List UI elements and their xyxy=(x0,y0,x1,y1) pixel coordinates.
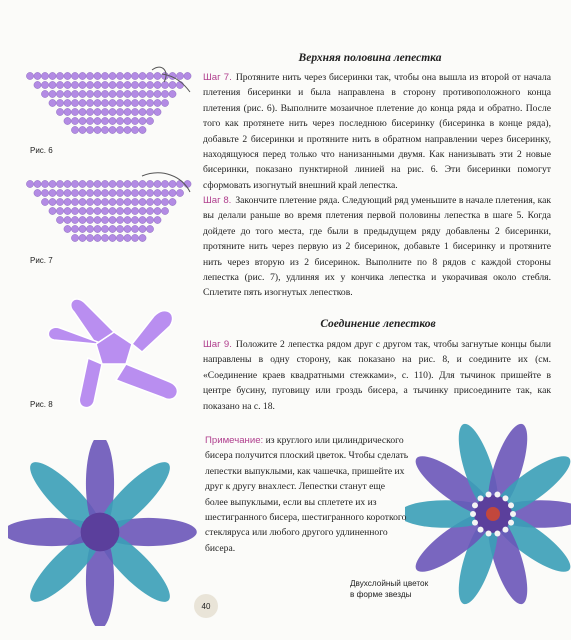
bead xyxy=(176,189,183,196)
bead xyxy=(146,180,153,187)
section-heading-joining: Соединение лепестков xyxy=(320,318,436,330)
bead xyxy=(101,234,108,241)
bead xyxy=(154,180,161,187)
bead xyxy=(146,81,153,88)
bead xyxy=(34,189,41,196)
bead xyxy=(86,225,93,232)
bead xyxy=(64,207,71,214)
bead xyxy=(109,180,116,187)
bead xyxy=(116,180,123,187)
bead xyxy=(131,72,138,79)
bead xyxy=(56,198,63,205)
bead xyxy=(131,198,138,205)
bead xyxy=(79,216,86,223)
bead xyxy=(79,198,86,205)
bead xyxy=(154,189,161,196)
bead xyxy=(109,198,116,205)
bead xyxy=(154,90,161,97)
bead xyxy=(109,189,116,196)
star-petal-diagram-fig8 xyxy=(44,292,194,412)
bead xyxy=(94,90,101,97)
bead xyxy=(124,234,131,241)
bead xyxy=(101,189,108,196)
bead xyxy=(109,81,116,88)
bead xyxy=(94,198,101,205)
pearl-bead xyxy=(478,495,484,501)
pearl-bead xyxy=(494,530,500,536)
section-heading-top-half: Верхняя половина лепестка xyxy=(298,52,442,64)
note-label: Примечание: xyxy=(205,435,264,446)
pearl-bead xyxy=(508,520,514,526)
bead xyxy=(64,189,71,196)
pearl-bead xyxy=(494,492,500,498)
pearl-bead xyxy=(486,530,492,536)
bead xyxy=(154,72,161,79)
bead xyxy=(109,90,116,97)
bead xyxy=(101,207,108,214)
bead xyxy=(79,126,86,133)
bead xyxy=(86,126,93,133)
bead xyxy=(139,117,146,124)
step-9-label: Шаг 9. xyxy=(203,339,232,350)
bead xyxy=(49,198,56,205)
note-paragraph xyxy=(205,433,410,556)
bead xyxy=(56,216,63,223)
bead xyxy=(49,72,56,79)
bead xyxy=(131,108,138,115)
bead xyxy=(116,108,123,115)
bead xyxy=(116,207,123,214)
step-9-paragraph xyxy=(203,337,551,414)
bead xyxy=(131,207,138,214)
bead xyxy=(169,198,176,205)
bead xyxy=(71,225,78,232)
bead xyxy=(86,207,93,214)
bead xyxy=(56,72,63,79)
bead xyxy=(116,117,123,124)
bead xyxy=(169,81,176,88)
bead xyxy=(124,126,131,133)
bead xyxy=(116,81,123,88)
bead xyxy=(86,99,93,106)
bead xyxy=(109,117,116,124)
bead xyxy=(154,216,161,223)
step-8-label: Шаг 8. xyxy=(203,195,232,206)
bead xyxy=(79,234,86,241)
bead xyxy=(94,108,101,115)
bead xyxy=(79,72,86,79)
bead xyxy=(109,225,116,232)
bead xyxy=(49,189,56,196)
bead xyxy=(101,198,108,205)
pearl-bead xyxy=(478,527,484,533)
bead xyxy=(139,72,146,79)
bead xyxy=(34,81,41,88)
bead xyxy=(109,126,116,133)
bead xyxy=(64,216,71,223)
bead xyxy=(94,234,101,241)
bead xyxy=(101,126,108,133)
bead xyxy=(161,99,168,106)
bead xyxy=(56,81,63,88)
bead xyxy=(154,108,161,115)
bead xyxy=(109,108,116,115)
bead xyxy=(139,207,146,214)
pearl-bead xyxy=(510,511,516,517)
bead xyxy=(71,189,78,196)
bead xyxy=(71,234,78,241)
bead xyxy=(71,72,78,79)
bead xyxy=(71,90,78,97)
bead xyxy=(71,99,78,106)
bead xyxy=(139,216,146,223)
bead xyxy=(109,99,116,106)
bead xyxy=(49,90,56,97)
bead xyxy=(139,99,146,106)
bead xyxy=(146,99,153,106)
bead xyxy=(94,216,101,223)
bead xyxy=(154,198,161,205)
bead xyxy=(94,117,101,124)
bead xyxy=(139,189,146,196)
bead xyxy=(161,72,168,79)
step-8-text: Закончите плетение ряда. Следующий ряд уменьшите в начале плетения, как вы делали раньше во время плетения первой половины лепестка в шаге 5. Когда дойдете до того места, где были в предыдущем ряду добавлены 2 бисеринки, протяните нить через первую из 2 бисеринок, добавьте 1 бисеринку и протяните нить через вторую из 2 бисеринок. Выполните по 8 рядов с каждой стороны лепестка (рис. 7), удлиняя их у кончика лепестка и укорачивая около стебля. Сплетите пять изогнутых лепестков. xyxy=(203,195,552,299)
bead xyxy=(49,180,56,187)
bead xyxy=(56,180,63,187)
bead xyxy=(176,72,183,79)
bead xyxy=(154,99,161,106)
bead xyxy=(101,216,108,223)
bead xyxy=(71,126,78,133)
bead xyxy=(101,99,108,106)
pearl-bead xyxy=(472,502,478,508)
bead xyxy=(131,225,138,232)
bead xyxy=(124,90,131,97)
bead xyxy=(131,189,138,196)
bead xyxy=(64,117,71,124)
bead xyxy=(86,216,93,223)
bead xyxy=(41,198,48,205)
bead xyxy=(139,225,146,232)
bead xyxy=(94,207,101,214)
bead xyxy=(101,81,108,88)
bead xyxy=(124,198,131,205)
bead xyxy=(71,108,78,115)
bead xyxy=(41,180,48,187)
bead xyxy=(124,117,131,124)
bead xyxy=(139,81,146,88)
bead xyxy=(139,108,146,115)
bead xyxy=(41,72,48,79)
bead xyxy=(71,81,78,88)
step-7-paragraph xyxy=(203,70,551,193)
bead xyxy=(161,189,168,196)
bead xyxy=(124,72,131,79)
bead xyxy=(146,198,153,205)
bead-diagram-fig6 xyxy=(12,62,197,152)
bead xyxy=(79,207,86,214)
bead xyxy=(116,90,123,97)
bead-diagram-fig7 xyxy=(12,170,197,260)
bead xyxy=(86,180,93,187)
bead xyxy=(131,180,138,187)
bead xyxy=(101,225,108,232)
bead xyxy=(79,225,86,232)
bead xyxy=(41,189,48,196)
bead xyxy=(109,234,116,241)
bead xyxy=(146,90,153,97)
bead xyxy=(131,126,138,133)
bead xyxy=(64,198,71,205)
bead xyxy=(131,117,138,124)
pearl-bead xyxy=(470,511,476,517)
bead xyxy=(124,108,131,115)
red-center-bead xyxy=(486,507,500,521)
bead xyxy=(131,99,138,106)
bead xyxy=(26,180,33,187)
step-8-paragraph xyxy=(203,193,551,301)
beaded-flower-photo-left xyxy=(8,440,198,626)
bead xyxy=(101,108,108,115)
bead xyxy=(169,189,176,196)
bead xyxy=(64,225,71,232)
bead xyxy=(64,99,71,106)
bead xyxy=(161,81,168,88)
bead xyxy=(94,189,101,196)
bead xyxy=(79,90,86,97)
bead xyxy=(56,108,63,115)
bead xyxy=(146,189,153,196)
bead xyxy=(101,90,108,97)
bead xyxy=(131,81,138,88)
note-text: из круглого или цилиндрического бисера получится плоский цветок. Чтобы сделать лепестки выпуклыми, как чашечка, пришейте их друг к другу внахлест. Лепестки станут еще более выпуклыми, если вы сплетете их из шестигранного бисера, шестигранного короткого стекляруса или любого другого удлиненного бисера. xyxy=(205,435,409,554)
bead xyxy=(116,126,123,133)
bead xyxy=(94,99,101,106)
bead xyxy=(146,216,153,223)
bead xyxy=(154,81,161,88)
bead xyxy=(161,198,168,205)
bead xyxy=(146,72,153,79)
bead xyxy=(101,180,108,187)
bead xyxy=(169,90,176,97)
bead xyxy=(184,72,191,79)
bead xyxy=(86,234,93,241)
bead xyxy=(109,216,116,223)
bead xyxy=(56,99,63,106)
bead xyxy=(64,72,71,79)
bead xyxy=(161,207,168,214)
figure-label-fig8: Рис. 8 xyxy=(30,400,53,409)
bead xyxy=(79,99,86,106)
bead xyxy=(94,72,101,79)
bead xyxy=(94,180,101,187)
bead xyxy=(64,81,71,88)
bead xyxy=(79,117,86,124)
bead xyxy=(176,81,183,88)
bead xyxy=(131,90,138,97)
bead xyxy=(56,207,63,214)
bead xyxy=(116,216,123,223)
photo-caption: Двухслойный цветок в форме звезды xyxy=(350,579,429,599)
pearl-bead xyxy=(508,502,514,508)
bead xyxy=(131,216,138,223)
bead xyxy=(124,207,131,214)
bead xyxy=(79,189,86,196)
bead xyxy=(101,117,108,124)
bead xyxy=(146,207,153,214)
bead xyxy=(109,207,116,214)
bead xyxy=(41,81,48,88)
bead xyxy=(86,90,93,97)
bead xyxy=(124,81,131,88)
bead xyxy=(86,198,93,205)
bead xyxy=(49,99,56,106)
bead xyxy=(86,189,93,196)
bead xyxy=(94,225,101,232)
bead xyxy=(109,72,116,79)
pearl-bead xyxy=(472,520,478,526)
figure-label-fig6: Рис. 6 xyxy=(30,146,53,155)
bead xyxy=(71,180,78,187)
bead xyxy=(94,126,101,133)
flower-center xyxy=(81,513,120,552)
bead xyxy=(79,81,86,88)
page-number: 40 xyxy=(194,594,218,618)
bead xyxy=(116,234,123,241)
bead xyxy=(116,189,123,196)
bead xyxy=(41,90,48,97)
bead xyxy=(86,81,93,88)
bead xyxy=(49,207,56,214)
bead xyxy=(139,126,146,133)
bead xyxy=(124,225,131,232)
bead xyxy=(139,234,146,241)
step-7-text: Протяните нить через бисеринки так, чтобы она вышла из второй от начала плетения бисеринки и была направлена в сторону противоположного конца плетения (рис. 6). Выполните мозаичное плетение до конца ряда и обратно. После того как протянете нить через последнюю бисеринку (бисеринка в конце ряда), добавьте 2 бисеринки и протяните нить в обратном направлении через бисеринку, находящуюся перед только что нанизанными двумя. Как нанизывать эти 2 новые бисеринки, показано пунктирной линией на рис. 6. Эти бисеринки помогут сформовать изогнутый внешний край лепестка. xyxy=(203,72,551,191)
bead xyxy=(146,117,153,124)
bead xyxy=(64,90,71,97)
bead xyxy=(49,81,56,88)
bead xyxy=(116,72,123,79)
bead xyxy=(79,108,86,115)
bead xyxy=(64,108,71,115)
bead xyxy=(71,207,78,214)
bead xyxy=(146,225,153,232)
pearl-bead xyxy=(502,495,508,501)
bead xyxy=(116,198,123,205)
bead xyxy=(56,90,63,97)
figure-label-fig7: Рис. 7 xyxy=(30,256,53,265)
bead xyxy=(34,180,41,187)
bead xyxy=(124,216,131,223)
bead xyxy=(146,108,153,115)
bead xyxy=(116,225,123,232)
bead xyxy=(34,72,41,79)
bead xyxy=(79,180,86,187)
bead xyxy=(71,117,78,124)
bead xyxy=(86,72,93,79)
bead xyxy=(139,180,146,187)
bead xyxy=(101,72,108,79)
bead xyxy=(124,180,131,187)
bead xyxy=(139,198,146,205)
bead xyxy=(161,180,168,187)
bead xyxy=(56,189,63,196)
bead xyxy=(116,99,123,106)
bead xyxy=(154,207,161,214)
bead xyxy=(169,180,176,187)
bead xyxy=(71,216,78,223)
bead xyxy=(64,180,71,187)
bead xyxy=(139,90,146,97)
bead xyxy=(94,81,101,88)
step-7-label: Шаг 7. xyxy=(203,72,232,83)
pearl-bead xyxy=(502,527,508,533)
bead xyxy=(124,99,131,106)
bead xyxy=(71,198,78,205)
bead xyxy=(86,117,93,124)
pearl-bead xyxy=(486,492,492,498)
step-9-text: Положите 2 лепестка рядом друг с другом так, чтобы загнутые концы были направлены в одну сторону, как показано на рис. 8, и соедините их (см. «Соединение краев квадратными стежками», с. 110). Для тычинок пришейте в центре бусину, пуговицу или гроздь бисера, а тычинку присоедините так, как показано на с. 18. xyxy=(203,339,552,412)
bead xyxy=(26,72,33,79)
bead xyxy=(131,234,138,241)
bead xyxy=(161,90,168,97)
bead xyxy=(124,189,131,196)
bead xyxy=(86,108,93,115)
